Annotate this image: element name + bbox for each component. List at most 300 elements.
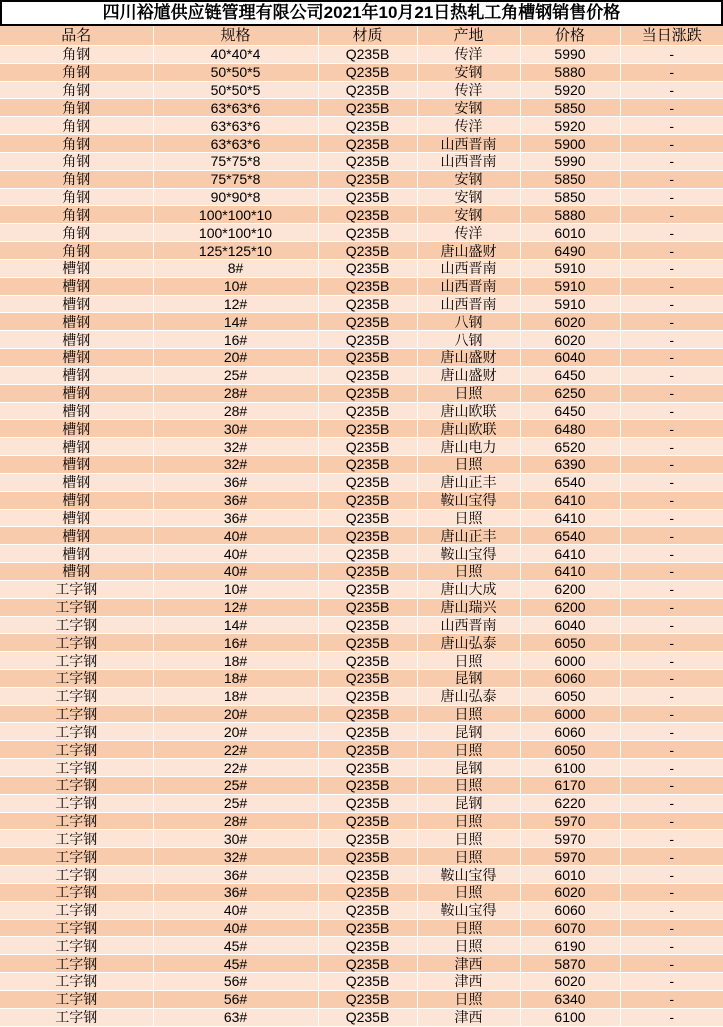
cell-material: Q235B [318, 634, 417, 652]
cell-change: - [620, 509, 723, 527]
cell-product: 槽钢 [0, 402, 153, 420]
cell-spec: 18# [153, 652, 318, 670]
table-row [0, 188, 723, 206]
cell-price: 6250 [520, 384, 620, 402]
cell-material: Q235B [318, 456, 417, 474]
table-row [0, 687, 723, 705]
cell-product: 工字钢 [0, 687, 153, 705]
cell-product: 工字钢 [0, 794, 153, 812]
cell-material: Q235B [318, 812, 417, 830]
table-row [0, 170, 723, 188]
cell-origin: 安钢 [417, 170, 520, 188]
cell-price: 6000 [520, 705, 620, 723]
cell-product: 槽钢 [0, 277, 153, 295]
cell-spec: 36# [153, 509, 318, 527]
price-grid [0, 26, 723, 1027]
cell-origin: 昆钢 [417, 759, 520, 777]
cell-spec: 18# [153, 687, 318, 705]
cell-product: 工字钢 [0, 759, 153, 777]
table-row [0, 224, 723, 242]
cell-material: Q235B [318, 652, 417, 670]
cell-change: - [620, 152, 723, 170]
cell-origin: 日照 [417, 563, 520, 581]
cell-change: - [620, 313, 723, 331]
cell-origin: 山西晋南 [417, 616, 520, 634]
cell-change: - [620, 634, 723, 652]
cell-origin: 山西晋南 [417, 152, 520, 170]
cell-change: - [620, 295, 723, 313]
cell-product: 槽钢 [0, 473, 153, 491]
cell-price: 6060 [520, 723, 620, 741]
cell-spec: 45# [153, 937, 318, 955]
cell-origin: 日照 [417, 812, 520, 830]
table-row [0, 259, 723, 277]
cell-spec: 36# [153, 491, 318, 509]
cell-price: 6020 [520, 331, 620, 349]
cell-price: 6060 [520, 901, 620, 919]
cell-material: Q235B [318, 295, 417, 313]
col-header-spec: 规格 [153, 26, 318, 46]
cell-origin: 日照 [417, 919, 520, 937]
cell-material: Q235B [318, 723, 417, 741]
cell-material: Q235B [318, 687, 417, 705]
table-row [0, 937, 723, 955]
cell-spec: 28# [153, 384, 318, 402]
table-row [0, 776, 723, 794]
cell-product: 工字钢 [0, 580, 153, 598]
cell-spec: 20# [153, 723, 318, 741]
cell-origin: 唐山瑞兴 [417, 598, 520, 616]
cell-material: Q235B [318, 242, 417, 260]
cell-product: 角钢 [0, 152, 153, 170]
cell-material: Q235B [318, 188, 417, 206]
cell-material: Q235B [318, 527, 417, 545]
cell-spec: 40# [153, 527, 318, 545]
cell-change: - [620, 366, 723, 384]
cell-change: - [620, 277, 723, 295]
cell-material: Q235B [318, 901, 417, 919]
table-row [0, 242, 723, 260]
cell-price: 6000 [520, 652, 620, 670]
cell-product: 工字钢 [0, 937, 153, 955]
cell-material: Q235B [318, 848, 417, 866]
cell-change: - [620, 224, 723, 242]
cell-origin: 昆钢 [417, 669, 520, 687]
cell-change: - [620, 598, 723, 616]
cell-spec: 18# [153, 669, 318, 687]
cell-change: - [620, 99, 723, 117]
cell-price: 6070 [520, 919, 620, 937]
table-row [0, 741, 723, 759]
cell-price: 6390 [520, 456, 620, 474]
cell-price: 5910 [520, 259, 620, 277]
cell-change: - [620, 473, 723, 491]
cell-change: - [620, 759, 723, 777]
cell-price: 6410 [520, 491, 620, 509]
col-header-material: 材质 [318, 26, 417, 46]
cell-material: Q235B [318, 206, 417, 224]
cell-product: 槽钢 [0, 563, 153, 581]
cell-change: - [620, 687, 723, 705]
table-row [0, 438, 723, 456]
cell-origin: 日照 [417, 741, 520, 759]
cell-spec: 56# [153, 990, 318, 1008]
cell-product: 槽钢 [0, 313, 153, 331]
cell-origin: 唐山盛财 [417, 242, 520, 260]
cell-spec: 25# [153, 366, 318, 384]
cell-spec: 125*125*10 [153, 242, 318, 260]
table-row [0, 830, 723, 848]
cell-spec: 40*40*4 [153, 46, 318, 64]
table-row [0, 509, 723, 527]
table-row [0, 384, 723, 402]
cell-material: Q235B [318, 224, 417, 242]
page-title: 四川裕馗供应链管理有限公司2021年10月21日热轧工角槽钢销售价格 [0, 0, 723, 26]
cell-spec: 63*63*6 [153, 117, 318, 135]
table-row [0, 616, 723, 634]
table-row [0, 545, 723, 563]
cell-origin: 日照 [417, 652, 520, 670]
cell-price: 6200 [520, 598, 620, 616]
cell-origin: 日照 [417, 509, 520, 527]
cell-material: Q235B [318, 349, 417, 367]
cell-product: 工字钢 [0, 616, 153, 634]
cell-material: Q235B [318, 616, 417, 634]
cell-origin: 八钢 [417, 331, 520, 349]
cell-price: 6450 [520, 366, 620, 384]
cell-spec: 36# [153, 883, 318, 901]
cell-material: Q235B [318, 598, 417, 616]
table-row [0, 313, 723, 331]
cell-material: Q235B [318, 919, 417, 937]
cell-change: - [620, 723, 723, 741]
cell-product: 工字钢 [0, 848, 153, 866]
cell-product: 角钢 [0, 81, 153, 99]
cell-spec: 75*75*8 [153, 152, 318, 170]
cell-price: 6050 [520, 741, 620, 759]
cell-price: 6170 [520, 776, 620, 794]
cell-change: - [620, 794, 723, 812]
table-row [0, 990, 723, 1008]
cell-price: 6540 [520, 473, 620, 491]
cell-price: 5970 [520, 848, 620, 866]
cell-change: - [620, 901, 723, 919]
cell-origin: 鞍山宝得 [417, 545, 520, 563]
cell-change: - [620, 866, 723, 884]
cell-origin: 八钢 [417, 313, 520, 331]
cell-price: 5970 [520, 830, 620, 848]
cell-spec: 45# [153, 955, 318, 973]
table-row [0, 812, 723, 830]
cell-material: Q235B [318, 955, 417, 973]
cell-material: Q235B [318, 580, 417, 598]
cell-change: - [620, 331, 723, 349]
table-row [0, 919, 723, 937]
cell-origin: 唐山欧联 [417, 420, 520, 438]
cell-material: Q235B [318, 1008, 417, 1026]
cell-spec: 32# [153, 848, 318, 866]
cell-price: 6100 [520, 759, 620, 777]
cell-change: - [620, 206, 723, 224]
cell-origin: 传洋 [417, 81, 520, 99]
cell-origin: 山西晋南 [417, 295, 520, 313]
cell-change: - [620, 812, 723, 830]
cell-material: Q235B [318, 509, 417, 527]
cell-material: Q235B [318, 313, 417, 331]
cell-spec: 20# [153, 349, 318, 367]
table-row [0, 759, 723, 777]
table-row [0, 883, 723, 901]
cell-price: 6020 [520, 883, 620, 901]
cell-price: 6040 [520, 349, 620, 367]
cell-change: - [620, 545, 723, 563]
cell-product: 角钢 [0, 46, 153, 64]
cell-change: - [620, 919, 723, 937]
cell-origin: 日照 [417, 384, 520, 402]
cell-price: 5880 [520, 63, 620, 81]
cell-product: 角钢 [0, 170, 153, 188]
cell-origin: 鞍山宝得 [417, 901, 520, 919]
cell-product: 工字钢 [0, 866, 153, 884]
table-row [0, 331, 723, 349]
cell-spec: 28# [153, 812, 318, 830]
cell-product: 槽钢 [0, 349, 153, 367]
cell-product: 槽钢 [0, 527, 153, 545]
cell-product: 工字钢 [0, 812, 153, 830]
cell-origin: 日照 [417, 705, 520, 723]
cell-change: - [620, 259, 723, 277]
cell-spec: 63# [153, 1008, 318, 1026]
cell-origin: 鞍山宝得 [417, 866, 520, 884]
cell-origin: 山西晋南 [417, 259, 520, 277]
cell-material: Q235B [318, 420, 417, 438]
table-row [0, 46, 723, 64]
cell-material: Q235B [318, 366, 417, 384]
cell-change: - [620, 456, 723, 474]
cell-origin: 日照 [417, 776, 520, 794]
table-row [0, 669, 723, 687]
cell-change: - [620, 420, 723, 438]
cell-material: Q235B [318, 759, 417, 777]
cell-change: - [620, 242, 723, 260]
cell-price: 6490 [520, 242, 620, 260]
table-row [0, 723, 723, 741]
cell-change: - [620, 46, 723, 64]
cell-spec: 22# [153, 759, 318, 777]
cell-spec: 16# [153, 331, 318, 349]
cell-change: - [620, 63, 723, 81]
cell-price: 6410 [520, 509, 620, 527]
cell-material: Q235B [318, 830, 417, 848]
cell-price: 6410 [520, 545, 620, 563]
cell-material: Q235B [318, 277, 417, 295]
cell-product: 工字钢 [0, 883, 153, 901]
cell-product: 角钢 [0, 63, 153, 81]
cell-material: Q235B [318, 741, 417, 759]
table-row [0, 705, 723, 723]
table-row [0, 634, 723, 652]
cell-spec: 40# [153, 919, 318, 937]
cell-product: 角钢 [0, 224, 153, 242]
cell-material: Q235B [318, 402, 417, 420]
cell-change: - [620, 117, 723, 135]
cell-product: 槽钢 [0, 331, 153, 349]
cell-price: 5990 [520, 152, 620, 170]
cell-origin: 唐山弘泰 [417, 634, 520, 652]
cell-material: Q235B [318, 152, 417, 170]
cell-spec: 20# [153, 705, 318, 723]
cell-spec: 63*63*6 [153, 99, 318, 117]
cell-change: - [620, 135, 723, 153]
cell-origin: 传洋 [417, 117, 520, 135]
cell-material: Q235B [318, 491, 417, 509]
table-row [0, 955, 723, 973]
cell-change: - [620, 973, 723, 991]
cell-price: 6220 [520, 794, 620, 812]
table-row [0, 117, 723, 135]
cell-spec: 40# [153, 901, 318, 919]
table-row [0, 277, 723, 295]
cell-material: Q235B [318, 563, 417, 581]
cell-product: 槽钢 [0, 295, 153, 313]
cell-material: Q235B [318, 883, 417, 901]
cell-material: Q235B [318, 973, 417, 991]
table-row [0, 152, 723, 170]
cell-price: 5920 [520, 117, 620, 135]
cell-change: - [620, 883, 723, 901]
cell-price: 6010 [520, 224, 620, 242]
cell-product: 槽钢 [0, 491, 153, 509]
cell-spec: 14# [153, 616, 318, 634]
cell-spec: 32# [153, 438, 318, 456]
table-row [0, 81, 723, 99]
table-row [0, 580, 723, 598]
cell-product: 工字钢 [0, 669, 153, 687]
cell-price: 6340 [520, 990, 620, 1008]
cell-material: Q235B [318, 135, 417, 153]
cell-product: 角钢 [0, 135, 153, 153]
table-row [0, 563, 723, 581]
table-row [0, 63, 723, 81]
cell-material: Q235B [318, 473, 417, 491]
cell-change: - [620, 384, 723, 402]
table-row [0, 598, 723, 616]
cell-price: 6520 [520, 438, 620, 456]
cell-material: Q235B [318, 866, 417, 884]
cell-spec: 32# [153, 456, 318, 474]
cell-origin: 传洋 [417, 224, 520, 242]
table-row [0, 1008, 723, 1026]
cell-product: 槽钢 [0, 420, 153, 438]
cell-product: 工字钢 [0, 741, 153, 759]
cell-price: 6020 [520, 973, 620, 991]
table-row [0, 527, 723, 545]
cell-price: 6450 [520, 402, 620, 420]
cell-product: 角钢 [0, 242, 153, 260]
cell-material: Q235B [318, 46, 417, 64]
cell-price: 5850 [520, 188, 620, 206]
cell-product: 工字钢 [0, 1008, 153, 1026]
cell-origin: 日照 [417, 456, 520, 474]
cell-price: 5850 [520, 99, 620, 117]
cell-price: 5850 [520, 170, 620, 188]
cell-spec: 75*75*8 [153, 170, 318, 188]
cell-product: 工字钢 [0, 652, 153, 670]
cell-price: 6540 [520, 527, 620, 545]
cell-product: 槽钢 [0, 545, 153, 563]
cell-change: - [620, 990, 723, 1008]
cell-change: - [620, 170, 723, 188]
cell-price: 5880 [520, 206, 620, 224]
cell-spec: 22# [153, 741, 318, 759]
cell-change: - [620, 402, 723, 420]
cell-origin: 日照 [417, 937, 520, 955]
cell-spec: 100*100*10 [153, 224, 318, 242]
cell-origin: 津西 [417, 1008, 520, 1026]
cell-price: 5970 [520, 812, 620, 830]
col-header-change: 当日涨跌 [620, 26, 723, 46]
cell-change: - [620, 563, 723, 581]
cell-material: Q235B [318, 259, 417, 277]
cell-spec: 14# [153, 313, 318, 331]
table-row [0, 901, 723, 919]
cell-price: 6100 [520, 1008, 620, 1026]
cell-product: 角钢 [0, 188, 153, 206]
table-row [0, 473, 723, 491]
cell-spec: 50*50*5 [153, 63, 318, 81]
cell-spec: 25# [153, 776, 318, 794]
cell-origin: 唐山电力 [417, 438, 520, 456]
cell-origin: 山西晋南 [417, 135, 520, 153]
cell-spec: 56# [153, 973, 318, 991]
cell-material: Q235B [318, 331, 417, 349]
cell-change: - [620, 349, 723, 367]
cell-change: - [620, 652, 723, 670]
cell-origin: 安钢 [417, 188, 520, 206]
table-row [0, 491, 723, 509]
cell-product: 槽钢 [0, 366, 153, 384]
cell-price: 5910 [520, 277, 620, 295]
col-header-price: 价格 [520, 26, 620, 46]
cell-product: 工字钢 [0, 705, 153, 723]
cell-product: 工字钢 [0, 830, 153, 848]
table-row [0, 794, 723, 812]
cell-price: 5900 [520, 135, 620, 153]
cell-material: Q235B [318, 776, 417, 794]
cell-price: 6010 [520, 866, 620, 884]
cell-material: Q235B [318, 384, 417, 402]
cell-origin: 日照 [417, 883, 520, 901]
cell-price: 5920 [520, 81, 620, 99]
cell-product: 角钢 [0, 99, 153, 117]
cell-change: - [620, 705, 723, 723]
table-row [0, 420, 723, 438]
cell-origin: 安钢 [417, 206, 520, 224]
header-row [0, 26, 723, 46]
cell-price: 6020 [520, 313, 620, 331]
cell-change: - [620, 580, 723, 598]
cell-origin: 唐山大成 [417, 580, 520, 598]
cell-origin: 日照 [417, 990, 520, 1008]
cell-origin: 日照 [417, 848, 520, 866]
cell-origin: 日照 [417, 830, 520, 848]
cell-material: Q235B [318, 545, 417, 563]
cell-origin: 唐山弘泰 [417, 687, 520, 705]
cell-spec: 50*50*5 [153, 81, 318, 99]
cell-product: 角钢 [0, 206, 153, 224]
cell-material: Q235B [318, 117, 417, 135]
cell-change: - [620, 955, 723, 973]
